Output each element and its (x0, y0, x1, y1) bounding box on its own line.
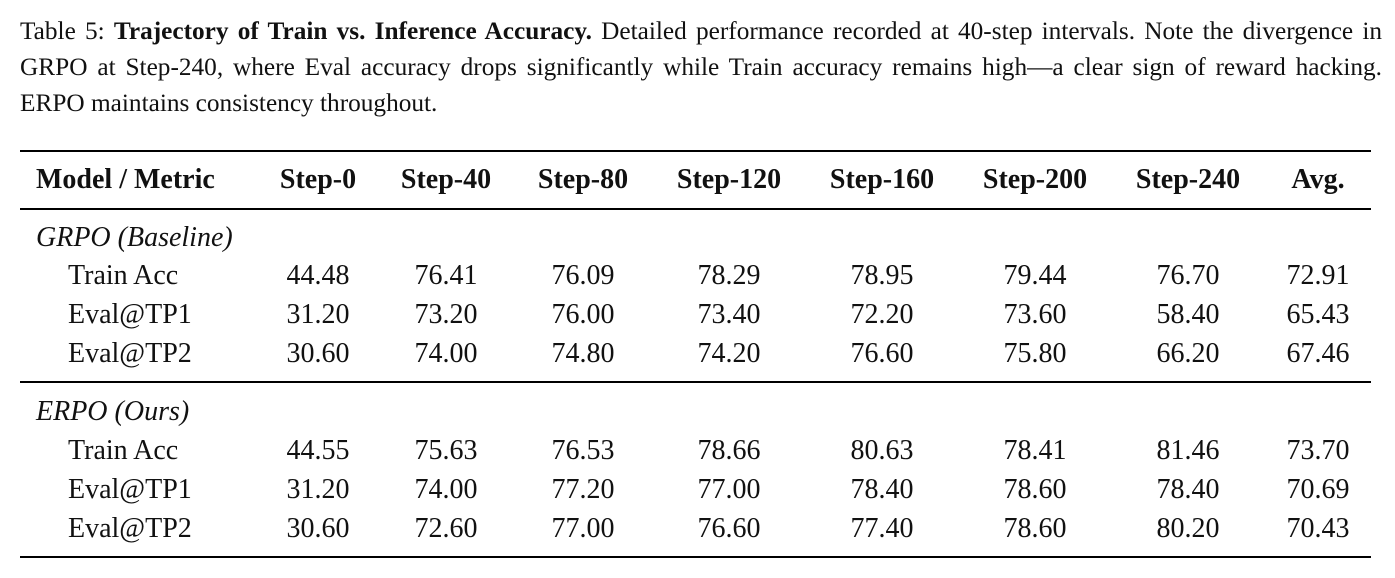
table-cell: 76.53 (551, 435, 615, 466)
table-cell: 79.44 (1003, 260, 1067, 291)
table-cell: 73.40 (697, 299, 761, 330)
row-metric-label: Eval@TP1 (68, 299, 192, 330)
header-step-80: Step-80 (537, 164, 629, 195)
table-cell: 77.00 (551, 513, 615, 544)
table-cell: 74.00 (414, 338, 478, 369)
group-separator-rule (20, 381, 1371, 383)
table-header-row (0, 162, 1395, 198)
table-cell: 76.41 (414, 260, 478, 291)
row-metric-label: Eval@TP2 (68, 338, 192, 369)
caption-title: Trajectory of Train vs. Inference Accuracy. (113, 17, 592, 45)
table-cell: 78.66 (697, 435, 761, 466)
table-cell: 67.46 (1286, 338, 1350, 369)
table-caption (20, 13, 1382, 121)
table-cell: 65.43 (1286, 299, 1350, 330)
table-cell: 70.69 (1286, 474, 1350, 505)
header-step-240: Step-240 (1135, 164, 1241, 195)
table-row (0, 433, 1395, 469)
table-cell: 44.55 (286, 435, 350, 466)
table-cell: 44.48 (286, 260, 350, 291)
table-cell: 78.40 (850, 474, 914, 505)
table-cell: 76.00 (551, 299, 615, 330)
row-metric-label: Eval@TP1 (68, 474, 192, 505)
table-bottom-rule (20, 556, 1371, 558)
header-step-200: Step-200 (982, 164, 1088, 195)
table-cell: 66.20 (1156, 338, 1220, 369)
table-cell: 73.60 (1003, 299, 1067, 330)
table-cell: 30.60 (286, 513, 350, 544)
table-cell: 75.80 (1003, 338, 1067, 369)
group-title-erpo: ERPO (Ours) (36, 396, 190, 427)
table-cell: 74.00 (414, 474, 478, 505)
table-cell: 77.00 (697, 474, 761, 505)
table-cell: 76.60 (697, 513, 761, 544)
row-metric-label: Eval@TP2 (68, 513, 192, 544)
table-row (0, 472, 1395, 508)
table-cell: 80.63 (850, 435, 914, 466)
table-row (0, 297, 1395, 333)
table-cell: 72.60 (414, 513, 478, 544)
table-cell: 78.60 (1003, 513, 1067, 544)
table-cell: 78.95 (850, 260, 914, 291)
table-cell: 81.46 (1156, 435, 1220, 466)
table-cell: 78.60 (1003, 474, 1067, 505)
row-metric-label: Train Acc (68, 260, 179, 291)
table-cell: 78.41 (1003, 435, 1067, 466)
header-rule (20, 208, 1371, 210)
header-step-0: Step-0 (279, 164, 357, 195)
table-row (0, 336, 1395, 372)
table-cell: 80.20 (1156, 513, 1220, 544)
caption-prefix: Table 5: (20, 17, 114, 45)
table-cell: 73.70 (1286, 435, 1350, 466)
table-cell: 58.40 (1156, 299, 1220, 330)
header-step-120: Step-120 (676, 164, 782, 195)
table-cell: 76.09 (551, 260, 615, 291)
table-cell: 78.29 (697, 260, 761, 291)
table-row (0, 511, 1395, 547)
header-step-160: Step-160 (829, 164, 935, 195)
header-step-40: Step-40 (400, 164, 492, 195)
header-label: Model / Metric (36, 164, 215, 195)
table-cell: 72.20 (850, 299, 914, 330)
table-cell: 31.20 (286, 299, 350, 330)
table-cell: 75.63 (414, 435, 478, 466)
table-cell: 76.70 (1156, 260, 1220, 291)
caption-body: Detailed performance recorded at 40-step intervals. Note the divergence in GRPO at Step-240, where Eval accuracy drops significantly while Train accuracy remains high—a clear sign of reward hacking. ERPO maintains consistency throughout. (20, 17, 1383, 117)
table-cell: 72.91 (1286, 260, 1350, 291)
table-cell: 76.60 (850, 338, 914, 369)
group-title-grpo: GRPO (Baseline) (36, 222, 233, 253)
table-top-rule (20, 150, 1371, 152)
table-cell: 78.40 (1156, 474, 1220, 505)
table-cell: 31.20 (286, 474, 350, 505)
table-cell: 77.20 (551, 474, 615, 505)
header-avg: Avg. (1291, 164, 1345, 195)
row-metric-label: Train Acc (68, 435, 179, 466)
table-cell: 77.40 (850, 513, 914, 544)
table-row (0, 258, 1395, 294)
table-cell: 70.43 (1286, 513, 1350, 544)
table-cell: 73.20 (414, 299, 478, 330)
table-cell: 74.80 (551, 338, 615, 369)
table-cell: 30.60 (286, 338, 350, 369)
table-cell: 74.20 (697, 338, 761, 369)
